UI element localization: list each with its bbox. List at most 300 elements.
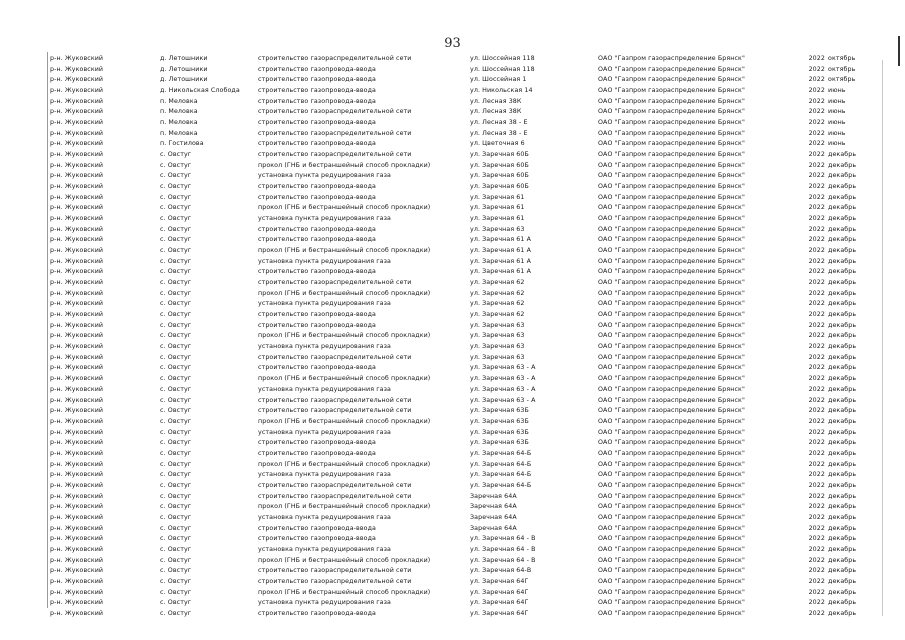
district-cell: р-н. Жуковский [50,332,104,340]
district-cell: р-н. Жуковский [50,279,104,287]
settlement-cell: с. Овстуг [160,311,192,319]
work-type-cell: строительство газопровода-ввода [258,97,377,105]
organization-cell: ОАО "Газпром газораспределение Брянск" [598,65,745,73]
district-cell: р-н. Жуковский [50,364,104,372]
organization-cell: ОАО "Газпром газораспределение Брянск" [598,567,745,575]
organization-cell: ОАО "Газпром газораспределение Брянск" [598,609,745,617]
address-cell: ул. Заречная 60Б [470,151,529,159]
work-type-cell: установка пункта редуцирования газа [258,300,391,308]
year-cell: 2022 [808,193,825,201]
address-cell: ул. Заречная 63Б [470,417,529,425]
work-type-cell: прокол (ГНБ и бестраншейный способ прокладки) [258,289,431,297]
month-cell: декабрь [828,545,857,553]
table-row [50,417,857,428]
address-cell: ул. Заречная 64Г [470,577,529,585]
district-cell: р-н. Жуковский [50,481,104,489]
month-cell: декабрь [828,311,857,319]
district-cell: р-н. Жуковский [50,97,104,105]
address-cell: ул. Цветочная 6 [470,140,525,148]
work-type-cell: строительство газораспределительной сети [258,567,412,575]
address-cell: Заречная 64А [470,513,517,521]
year-cell: 2022 [808,492,825,500]
organization-cell: ОАО "Газпром газораспределение Брянск" [598,311,745,319]
year-cell: 2022 [808,119,825,127]
district-cell: р-н. Жуковский [50,609,104,617]
year-cell: 2022 [808,279,825,287]
organization-cell: ОАО "Газпром газораспределение Брянск" [598,460,745,468]
organization-cell: ОАО "Газпром газораспределение Брянск" [598,119,745,127]
organization-cell: ОАО "Газпром газораспределение Брянск" [598,439,745,447]
settlement-cell: с. Овстуг [160,257,192,265]
table-row [50,65,856,76]
year-cell: 2022 [808,87,825,95]
month-cell: октябрь [828,65,856,73]
address-cell: ул. Заречная 60Б [470,183,529,191]
month-cell: декабрь [828,161,857,169]
year-cell: 2022 [808,311,825,319]
district-cell: р-н. Жуковский [50,353,104,361]
organization-cell: ОАО "Газпром газораспределение Брянск" [598,385,745,393]
address-cell: Заречная 64А [470,524,517,532]
table-row [50,524,857,535]
district-cell: р-н. Жуковский [50,321,104,329]
table-row [50,75,856,86]
settlement-cell: п. Меловка [160,97,198,105]
year-cell: 2022 [808,225,825,233]
settlement-cell: с. Овстуг [160,353,192,361]
address-cell: ул. Лесная 38К [470,97,522,105]
table-row [50,129,850,140]
settlement-cell: с. Овстуг [160,535,192,543]
table-row [50,267,857,278]
district-cell: р-н. Жуковский [50,375,104,383]
table-row [50,278,857,289]
month-cell: декабрь [828,385,857,393]
organization-cell: ОАО "Газпром газораспределение Брянск" [598,55,745,62]
address-cell: ул. Заречная 63 - А [470,385,536,393]
year-cell: 2022 [808,151,825,159]
work-type-cell: строительство газопровода-ввода [258,311,377,319]
month-cell: июнь [828,140,846,148]
address-cell: ул. Заречная 62 [470,300,525,308]
district-cell: р-н. Жуковский [50,449,104,457]
district-cell: р-н. Жуковский [50,396,104,404]
settlement-cell: с. Овстуг [160,279,192,287]
address-cell: ул. Шоссейная 118 [470,65,535,73]
year-cell: 2022 [808,577,825,585]
table-row [50,588,857,599]
settlement-cell: с. Овстуг [160,471,192,479]
settlement-cell: с. Овстуг [160,183,192,191]
table-row [50,257,857,268]
table-row [50,609,857,620]
address-cell: ул. Заречная 61 А [470,257,532,265]
address-cell: ул. Заречная 63Б [470,428,529,436]
address-cell: Заречная 64А [470,503,517,511]
district-cell: р-н. Жуковский [50,439,104,447]
settlement-cell: п. Меловка [160,108,198,116]
year-cell: 2022 [808,417,825,425]
year-cell: 2022 [808,289,825,297]
table-row [50,331,857,342]
address-cell: ул. Заречная 62 [470,311,525,319]
settlement-cell: с. Овстуг [160,225,192,233]
year-cell: 2022 [808,183,825,191]
organization-cell: ОАО "Газпром газораспределение Брянск" [598,247,745,255]
year-cell: 2022 [808,556,825,564]
address-cell: ул. Заречная 64-В [470,567,532,575]
table-row [50,385,857,396]
work-type-cell: прокол (ГНБ и бестраншейный способ прокладки) [258,247,431,255]
settlement-cell: с. Овстуг [160,503,192,511]
district-cell: р-н. Жуковский [50,428,104,436]
settlement-cell: д. Летошники [160,55,208,62]
month-cell: декабрь [828,524,857,532]
year-cell: 2022 [808,513,825,521]
district-cell: р-н. Жуковский [50,535,104,543]
month-cell: декабрь [828,609,857,617]
organization-cell: ОАО "Газпром газораспределение Брянск" [598,215,745,223]
month-cell: декабрь [828,236,857,244]
settlement-cell: с. Овстуг [160,247,192,255]
settlement-cell: п. Гостилова [160,140,204,148]
work-type-cell: строительство газораспределительной сети [258,577,412,585]
organization-cell: ОАО "Газпром газораспределение Брянск" [598,236,745,244]
district-cell: р-н. Жуковский [50,311,104,319]
work-type-cell: строительство газопровода-ввода [258,439,377,447]
table-row [50,321,857,332]
month-cell: декабрь [828,364,857,372]
district-cell: р-н. Жуковский [50,193,104,201]
district-cell: р-н. Жуковский [50,215,104,223]
district-cell: р-н. Жуковский [50,257,104,265]
address-cell: ул. Никольская 14 [470,87,533,95]
table-row [50,171,857,182]
district-cell: р-н. Жуковский [50,343,104,351]
work-type-cell: прокол (ГНБ и бестраншейный способ прокладки) [258,588,431,596]
organization-cell: ОАО "Газпром газораспределение Брянск" [598,513,745,521]
month-cell: декабрь [828,247,857,255]
settlement-cell: с. Овстуг [160,599,192,607]
work-type-cell: прокол (ГНБ и бестраншейный способ прокладки) [258,503,431,511]
work-type-cell: строительство газораспределительной сети [258,481,412,489]
table-row [50,363,857,374]
address-cell: ул. Заречная 64 - В [470,556,536,564]
settlement-cell: с. Овстуг [160,343,192,351]
settlement-cell: с. Овстуг [160,332,192,340]
month-cell: декабрь [828,535,857,543]
month-cell: октябрь [828,55,856,62]
organization-cell: ОАО "Газпром газораспределение Брянск" [598,193,745,201]
organization-cell: ОАО "Газпром газораспределение Брянск" [598,87,745,95]
month-cell: декабрь [828,225,857,233]
year-cell: 2022 [808,428,825,436]
address-cell: ул. Заречная 63 - А [470,375,536,383]
year-cell: 2022 [808,247,825,255]
year-cell: 2022 [808,353,825,361]
month-cell: декабрь [828,375,857,383]
address-cell: ул. Заречная 64-Б [470,460,532,468]
work-type-cell: строительство газопровода-ввода [258,140,377,148]
month-cell: декабрь [828,183,857,191]
address-cell: ул. Заречная 63Б [470,407,529,415]
table-row [50,246,857,257]
month-cell: декабрь [828,396,857,404]
settlement-cell: д. Летошники [160,65,208,73]
work-type-cell: установка пункта редуцирования газа [258,385,391,393]
address-cell: ул. Заречная 63 [470,332,525,340]
work-type-cell: установка пункта редуцирования газа [258,471,391,479]
settlement-cell: с. Овстуг [160,460,192,468]
address-cell: ул. Заречная 63Б [470,439,529,447]
table-row [50,396,857,407]
district-cell: р-н. Жуковский [50,513,104,521]
settlement-cell: с. Овстуг [160,396,192,404]
month-cell: декабрь [828,513,857,521]
organization-cell: ОАО "Газпром газораспределение Брянск" [598,428,745,436]
table-row [50,214,857,225]
address-cell: Заречная 64А [470,492,517,500]
year-cell: 2022 [808,567,825,575]
settlement-cell: с. Овстуг [160,577,192,585]
organization-cell: ОАО "Газпром газораспределение Брянск" [598,471,745,479]
table-row [50,460,857,471]
month-cell: декабрь [828,353,857,361]
district-cell: р-н. Жуковский [50,289,104,297]
year-cell: 2022 [808,460,825,468]
month-cell: декабрь [828,151,857,159]
district-cell: р-н. Жуковский [50,577,104,585]
district-cell: р-н. Жуковский [50,87,104,95]
work-type-cell: строительство газопровода-ввода [258,119,377,127]
table-row [50,556,857,567]
organization-cell: ОАО "Газпром газораспределение Брянск" [598,76,745,84]
month-cell: июнь [828,108,846,116]
month-cell: декабрь [828,193,857,201]
settlement-cell: п. Меловка [160,119,198,127]
address-cell: ул. Заречная 63 - А [470,396,536,404]
work-type-cell: установка пункта редуцирования газа [258,172,391,180]
organization-cell: ОАО "Газпром газораспределение Брянск" [598,588,745,596]
month-cell: октябрь [828,76,856,84]
organization-cell: ОАО "Газпром газораспределение Брянск" [598,599,745,607]
settlement-cell: с. Овстуг [160,236,192,244]
address-cell: ул. Заречная 64-Б [470,481,532,489]
district-cell: р-н. Жуковский [50,108,104,116]
year-cell: 2022 [808,545,825,553]
organization-cell: ОАО "Газпром газораспределение Брянск" [598,481,745,489]
work-type-cell: строительство газораспределительной сети [258,279,412,287]
work-type-cell: строительство газопровода-ввода [258,225,377,233]
work-type-cell: строительство газопровода-ввода [258,87,377,95]
year-cell: 2022 [808,76,825,84]
settlement-cell: с. Овстуг [160,385,192,393]
year-cell: 2022 [808,449,825,457]
settlement-cell: с. Овстуг [160,161,192,169]
work-type-cell: прокол (ГНБ и бестраншейный способ прокладки) [258,204,431,212]
district-cell: р-н. Жуковский [50,151,104,159]
table-row [50,310,857,321]
settlement-cell: с. Овстуг [160,375,192,383]
month-cell: декабрь [828,588,857,596]
settlement-cell: д. Летошники [160,76,208,84]
work-type-cell: прокол (ГНБ и бестраншейный способ прокладки) [258,417,431,425]
year-cell: 2022 [808,439,825,447]
year-cell: 2022 [808,343,825,351]
organization-cell: ОАО "Газпром газораспределение Брянск" [598,535,745,543]
address-cell: ул. Заречная 61 [470,204,525,212]
work-type-cell: строительство газораспределительной сети [258,407,412,415]
address-cell: ул. Лесная 38К [470,108,522,116]
work-type-cell: прокол (ГНБ и бестраншейный способ прокладки) [258,556,431,564]
table-row [50,107,850,118]
year-cell: 2022 [808,97,825,105]
settlement-cell: п. Меловка [160,129,198,137]
table-row [50,203,857,214]
organization-cell: ОАО "Газпром газораспределение Брянск" [598,577,745,585]
page-number: 93 [444,36,461,51]
organization-cell: ОАО "Газпром газораспределение Брянск" [598,97,745,105]
address-cell: ул. Заречная 60Б [470,172,529,180]
month-cell: декабрь [828,300,857,308]
year-cell: 2022 [808,236,825,244]
work-type-cell: строительство газопровода-ввода [258,364,377,372]
month-cell: июнь [828,129,846,137]
address-cell: ул. Заречная 64-Б [470,471,532,479]
year-cell: 2022 [808,407,825,415]
organization-cell: ОАО "Газпром газораспределение Брянск" [598,257,745,265]
address-cell: ул. Заречная 63 [470,343,525,351]
settlement-cell: с. Овстуг [160,193,192,201]
month-cell: июнь [828,87,846,95]
year-cell: 2022 [808,385,825,393]
district-cell: р-н. Жуковский [50,460,104,468]
organization-cell: ОАО "Газпром газораспределение Брянск" [598,375,745,383]
district-cell: р-н. Жуковский [50,268,104,276]
table-row [50,566,857,577]
month-cell: декабрь [828,567,857,575]
month-cell: декабрь [828,321,857,329]
organization-cell: ОАО "Газпром газораспределение Брянск" [598,492,745,500]
organization-cell: ОАО "Газпром газораспределение Брянск" [598,172,745,180]
organization-cell: ОАО "Газпром газораспределение Брянск" [598,449,745,457]
organization-cell: ОАО "Газпром газораспределение Брянск" [598,161,745,169]
organization-cell: ОАО "Газпром газораспределение Брянск" [598,108,745,116]
month-cell: декабрь [828,460,857,468]
table-row [50,374,857,385]
organization-cell: ОАО "Газпром газораспределение Брянск" [598,524,745,532]
organization-cell: ОАО "Газпром газораспределение Брянск" [598,556,745,564]
right-margin-rule [882,60,883,616]
district-cell: р-н. Жуковский [50,204,104,212]
district-cell: р-н. Жуковский [50,599,104,607]
settlement-cell: с. Овстуг [160,439,192,447]
year-cell: 2022 [808,140,825,148]
year-cell: 2022 [808,257,825,265]
district-cell: р-н. Жуковский [50,140,104,148]
work-type-cell: строительство газопровода-ввода [258,609,377,617]
settlement-cell: с. Овстуг [160,513,192,521]
work-type-cell: строительство газопровода-ввода [258,524,377,532]
organization-cell: ОАО "Газпром газораспределение Брянск" [598,503,745,511]
table-row [50,150,857,161]
year-cell: 2022 [808,332,825,340]
settlement-cell: с. Овстуг [160,289,192,297]
address-cell: ул. Заречная 64Г [470,599,529,607]
month-cell: декабрь [828,503,857,511]
settlement-cell: с. Овстуг [160,567,192,575]
organization-cell: ОАО "Газпром газораспределение Брянск" [598,417,745,425]
work-type-cell: строительство газораспределительной сети [258,492,412,500]
address-cell: ул. Заречная 60Б [470,161,529,169]
work-type-cell: установка пункта редуцирования газа [258,513,391,521]
year-cell: 2022 [808,375,825,383]
year-cell: 2022 [808,599,825,607]
address-cell: ул. Заречная 63 [470,353,525,361]
settlement-cell: с. Овстуг [160,545,192,553]
organization-cell: ОАО "Газпром газораспределение Брянск" [598,183,745,191]
district-cell: р-н. Жуковский [50,407,104,415]
settlement-cell: с. Овстуг [160,364,192,372]
address-cell: ул. Заречная 64 - В [470,545,536,553]
settlement-cell: с. Овстуг [160,449,192,457]
district-cell: р-н. Жуковский [50,545,104,553]
address-cell: ул. Заречная 64-Б [470,449,532,457]
table-row [50,470,857,481]
month-cell: декабрь [828,407,857,415]
address-cell: ул. Заречная 61 А [470,268,532,276]
district-cell: р-н. Жуковский [50,524,104,532]
district-cell: р-н. Жуковский [50,129,104,137]
address-cell: ул. Шоссейная 1 [470,76,527,84]
settlement-cell: с. Овстуг [160,556,192,564]
district-cell: р-н. Жуковский [50,492,104,500]
organization-cell: ОАО "Газпром газораспределение Брянск" [598,353,745,361]
district-cell: р-н. Жуковский [50,247,104,255]
organization-cell: ОАО "Газпром газораспределение Брянск" [598,151,745,159]
district-cell: р-н. Жуковский [50,65,104,73]
work-type-cell: строительство газопровода-ввода [258,183,377,191]
table-row [50,481,857,492]
table-row [50,428,857,439]
table-row [50,118,850,129]
table-row [50,299,857,310]
settlement-cell: с. Овстуг [160,524,192,532]
settlement-cell: с. Овстуг [160,321,192,329]
address-cell: ул. Заречная 63 [470,225,525,233]
organization-cell: ОАО "Газпром газораспределение Брянск" [598,364,745,372]
work-type-cell: установка пункта редуцирования газа [258,545,391,553]
settlement-cell: с. Овстуг [160,417,192,425]
district-cell: р-н. Жуковский [50,236,104,244]
month-cell: декабрь [828,577,857,585]
year-cell: 2022 [808,481,825,489]
table-row [50,534,857,545]
year-cell: 2022 [808,161,825,169]
work-type-cell: строительство газораспределительной сети [258,55,412,62]
works-table [50,54,857,620]
settlement-cell: с. Овстуг [160,428,192,436]
year-cell: 2022 [808,364,825,372]
organization-cell: ОАО "Газпром газораспределение Брянск" [598,321,745,329]
year-cell: 2022 [808,588,825,596]
year-cell: 2022 [808,524,825,532]
work-type-cell: установка пункта редуцирования газа [258,599,391,607]
address-cell: ул. Лесная 38 - Е [470,129,528,137]
month-cell: декабрь [828,279,857,287]
address-cell: ул. Заречная 62 [470,279,525,287]
table-row [50,86,850,97]
